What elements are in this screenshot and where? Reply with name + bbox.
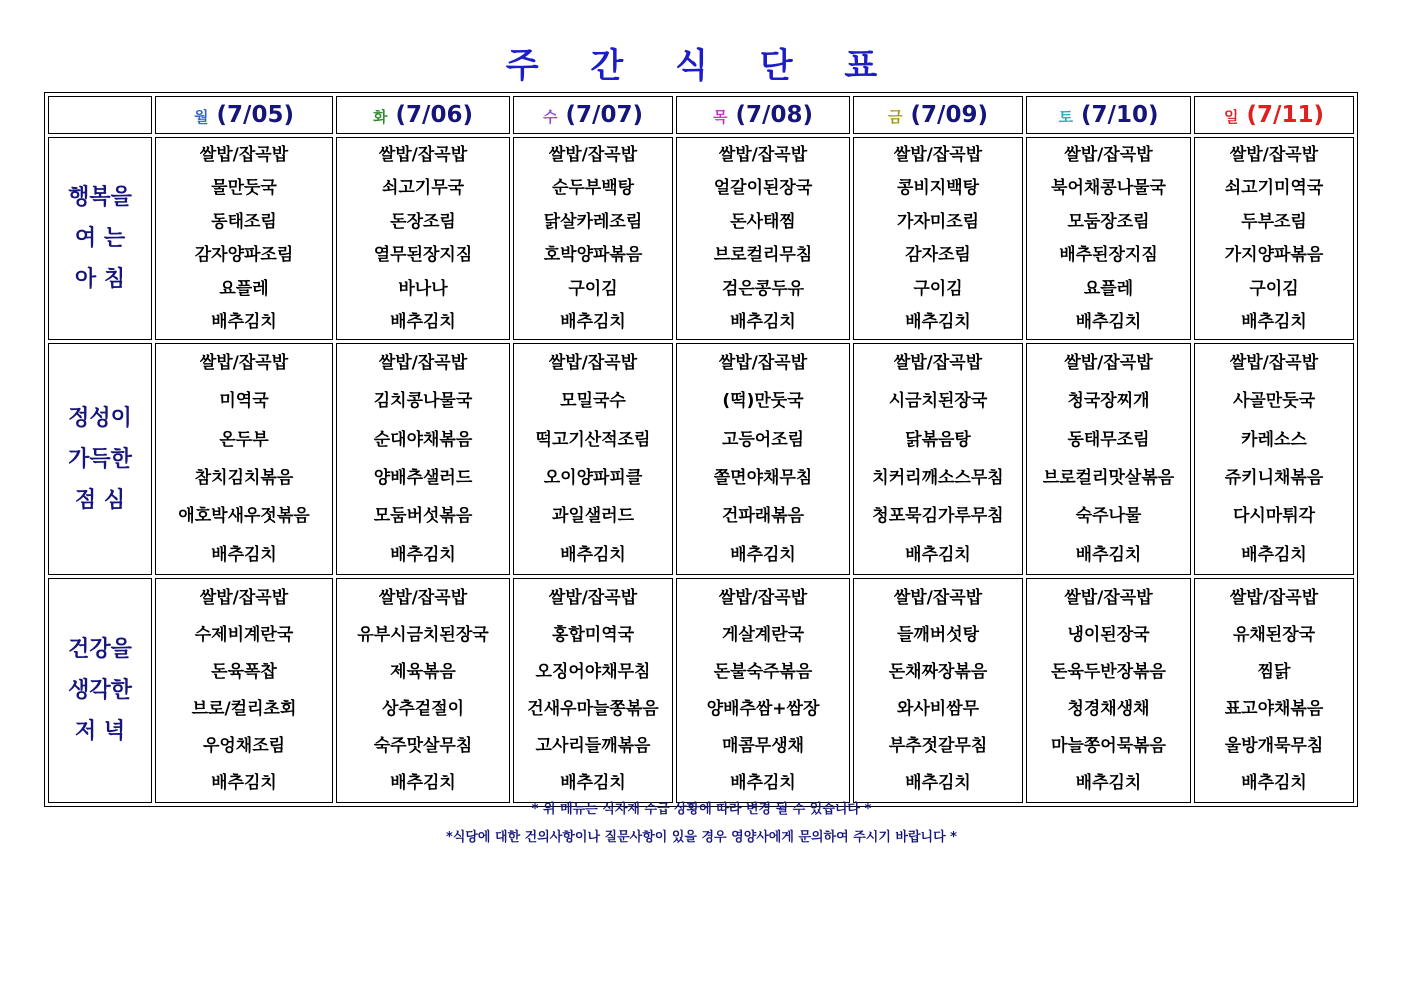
menu-item: (떡)만둣국 (722, 391, 804, 412)
menu-item: 북어채콩나물국 (1051, 178, 1166, 199)
menu-item: 쌀밥/잡곡밥 (1229, 353, 1319, 374)
menu-item: 쌀밥/잡곡밥 (718, 587, 808, 608)
menu-item: 브로/컬리초회 (191, 699, 297, 720)
menu-item: 다시마튀각 (1232, 506, 1316, 527)
note-contact-dietitian: *식당에 대한 건의사항이나 질문사항이 있을 경우 영양사에게 문의하여 주시기 바랍니다 * (446, 830, 957, 845)
page-title: 주 간 식 단 표 (505, 46, 898, 86)
menu-item: 배추김치 (560, 773, 626, 794)
menu-item: 배추김치 (1241, 544, 1307, 565)
menu-item: 물만둣국 (211, 178, 277, 199)
menu-cell (513, 578, 673, 803)
menu-item: 배추김치 (905, 312, 971, 333)
menu-item: 배추김치 (560, 312, 626, 333)
menu-list (1195, 579, 1353, 802)
menu-item: 표고야채볶음 (1224, 699, 1324, 720)
menu-item: 감자조림 (905, 245, 971, 266)
day-badge-icon: 목 (713, 108, 728, 126)
day-date: (7/06) (395, 102, 473, 128)
menu-item: 배추김치 (390, 544, 456, 565)
menu-cell (1194, 137, 1354, 340)
menu-item: 매콤무생채 (721, 736, 805, 757)
menu-item: 배추김치 (390, 773, 456, 794)
menu-item: 배추된장지짐 (1059, 245, 1158, 266)
meal-label-line: 행복을 (68, 185, 132, 210)
menu-item: 돈육두반장볶음 (1051, 661, 1166, 682)
menu-item: 양배추쌈+쌈장 (706, 699, 820, 720)
menu-item: 가자미조림 (896, 211, 980, 232)
menu-cell (853, 343, 1023, 575)
menu-item: 배추김치 (1075, 773, 1142, 794)
menu-item: 돈불숙주볶음 (713, 661, 813, 682)
menu-item: 온두부 (219, 429, 269, 450)
meal-label-line: 건강을 (68, 637, 132, 662)
menu-item: 쌀밥/잡곡밥 (548, 587, 638, 608)
menu-item: 동태무조림 (1067, 429, 1150, 450)
menu-item: 마늘쫑어묵볶음 (1051, 736, 1166, 757)
menu-item: 우엉채조림 (202, 736, 286, 757)
menu-item: 닭살카레조림 (543, 211, 643, 232)
menu-cell (1026, 137, 1191, 340)
menu-item: 쌀밥/잡곡밥 (1229, 587, 1319, 608)
menu-list (1195, 138, 1353, 339)
menu-item: 요플레 (219, 278, 269, 299)
menu-item: 냉이된장국 (1067, 624, 1150, 645)
menu-item: 미역국 (219, 391, 269, 412)
meal-label-line: 점 심 (74, 487, 126, 513)
menu-list (854, 579, 1022, 802)
menu-item: 쌀밥/잡곡밥 (893, 587, 983, 608)
meal-row (48, 343, 1354, 575)
menu-item: 건파래볶음 (721, 506, 805, 527)
menu-item: 쫄면야채무침 (713, 468, 813, 489)
menu-item: 배추김치 (905, 544, 971, 565)
menu-cell (853, 137, 1023, 340)
menu-cell (1026, 578, 1191, 803)
menu-item: 순대야채볶음 (373, 429, 473, 450)
day-badge-icon: 화 (373, 108, 388, 126)
menu-item: 배추김치 (560, 544, 626, 565)
meal-label-line: 아 침 (74, 267, 126, 292)
day-header (155, 96, 333, 134)
menu-item: 사골만둣국 (1232, 391, 1316, 412)
menu-item: 돈장조림 (390, 211, 456, 232)
day-header (513, 96, 673, 134)
day-badge-icon: 일 (1224, 108, 1239, 126)
menu-item: 부추젓갈무침 (888, 736, 988, 757)
day-header (336, 96, 510, 134)
day-date: (7/10) (1081, 102, 1159, 128)
menu-item: 상추겉절이 (381, 699, 465, 720)
menu-item: 모밀국수 (560, 391, 626, 412)
menu-item: 쌀밥/잡곡밥 (1064, 353, 1153, 374)
menu-item: 쌀밥/잡곡밥 (548, 353, 638, 374)
menu-item: 제육볶음 (390, 661, 456, 682)
menu-item: 동태조림 (211, 211, 277, 232)
menu-item: 들깨버섯탕 (896, 624, 980, 645)
menu-item: 쌀밥/잡곡밥 (199, 587, 289, 608)
menu-item: 배추김치 (390, 312, 456, 333)
menu-item: 돈육폭찹 (211, 661, 277, 682)
meal-label-line: 정성이 (68, 405, 132, 431)
day-date: (7/07) (565, 102, 643, 128)
menu-list (677, 344, 849, 574)
day-header (1026, 96, 1191, 134)
menu-item: 얼갈이된장국 (713, 178, 813, 199)
menu-item: 모둠버섯볶음 (373, 506, 473, 527)
menu-item: 호박양파볶음 (543, 245, 643, 266)
menu-cell (155, 578, 333, 803)
day-badge-icon: 월 (194, 108, 209, 126)
menu-item: 검은콩두유 (721, 278, 805, 299)
menu-item: 쌀밥/잡곡밥 (199, 144, 289, 165)
menu-list (677, 579, 849, 802)
menu-item: 과일샐러드 (551, 506, 635, 527)
day-header (1194, 96, 1354, 134)
menu-item: 감자양파조림 (194, 245, 294, 266)
menu-item: 청포묵김가루무침 (872, 506, 1004, 527)
menu-list (514, 579, 672, 802)
menu-cell (513, 137, 673, 340)
menu-item: 쌀밥/잡곡밥 (1229, 144, 1319, 165)
menu-item: 배추김치 (211, 544, 277, 565)
menu-item: 브로컬리맛살볶음 (1042, 468, 1175, 489)
menu-item: 찜닭 (1257, 661, 1291, 682)
menu-item: 배추김치 (905, 773, 971, 794)
note-menu-change: * 위 메뉴는 식자재 수급 상황에 따라 변경 될 수 있습니다 * (531, 802, 872, 817)
menu-item: 쌀밥/잡곡밥 (378, 353, 468, 374)
menu-item: 쌀밥/잡곡밥 (718, 144, 808, 165)
menu-cell (336, 137, 510, 340)
menu-item: 와사비쌈무 (896, 699, 980, 720)
menu-item: 쌀밥/잡곡밥 (893, 353, 983, 374)
meal-label-line: 저 녁 (74, 719, 126, 744)
menu-cell (513, 343, 673, 575)
menu-cell (676, 137, 850, 340)
menu-item: 가지양파볶음 (1224, 245, 1324, 266)
menu-list (1027, 138, 1190, 339)
meal-label-line: 생각한 (68, 678, 132, 703)
menu-item: 쌀밥/잡곡밥 (199, 353, 289, 374)
menu-item: 쇠고기무국 (381, 178, 465, 199)
menu-cell (1194, 578, 1354, 803)
day-badge-icon: 토 (1058, 108, 1074, 126)
menu-item: 수제비계란국 (194, 624, 294, 645)
menu-cell (155, 137, 333, 340)
menu-item: 쌀밥/잡곡밥 (1064, 587, 1153, 608)
menu-item: 돈사태찜 (730, 211, 796, 232)
day-date: (7/11) (1246, 102, 1324, 128)
menu-item: 요플레 (1083, 278, 1134, 299)
menu-item: 쌀밥/잡곡밥 (378, 144, 468, 165)
menu-item: 고사리들깨볶음 (535, 736, 651, 757)
meal-label-line: 가득한 (68, 446, 132, 472)
menu-item: 두부조림 (1241, 211, 1307, 232)
menu-item: 유부시금치된장국 (357, 624, 489, 645)
menu-item: 숙주맛살무침 (373, 736, 473, 757)
weekly-menu-table (44, 92, 1358, 807)
menu-item: 모둠장조림 (1067, 211, 1150, 232)
menu-list (854, 138, 1022, 339)
corner-cell (48, 96, 152, 134)
menu-list (1027, 579, 1190, 802)
menu-item: 참치김치볶음 (194, 468, 294, 489)
menu-item: 시금치된장국 (888, 391, 988, 412)
menu-item: 쌀밥/잡곡밥 (378, 587, 468, 608)
menu-item: 숙주나물 (1075, 506, 1142, 527)
menu-cell (155, 343, 333, 575)
menu-list (514, 344, 672, 574)
menu-list (337, 344, 509, 574)
menu-item: 배추김치 (1241, 773, 1307, 794)
menu-cell (336, 343, 510, 575)
menu-item: 쌀밥/잡곡밥 (893, 144, 983, 165)
menu-item: 애호박새우젓볶음 (178, 506, 310, 527)
menu-list (156, 138, 332, 339)
day-badge-icon: 수 (543, 108, 558, 126)
menu-list (337, 138, 509, 339)
day-date: (7/09) (910, 102, 988, 128)
menu-item: 홍합미역국 (551, 624, 635, 645)
day-date: (7/05) (216, 102, 294, 128)
day-header (676, 96, 850, 134)
menu-item: 떡고기산적조림 (535, 429, 651, 450)
day-header (853, 96, 1023, 134)
menu-list (1027, 344, 1190, 574)
menu-item: 구이김 (1249, 278, 1299, 299)
menu-item: 게살계란국 (721, 624, 805, 645)
menu-item: 돈채짜장볶음 (888, 661, 988, 682)
menu-item: 오징어야채무침 (535, 661, 651, 682)
menu-item: 치커리깨소스무침 (872, 468, 1004, 489)
menu-cell (336, 578, 510, 803)
day-date: (7/08) (735, 102, 813, 128)
menu-list (156, 344, 332, 574)
menu-item: 쌀밥/잡곡밥 (718, 353, 808, 374)
menu-item: 김치콩나물국 (373, 391, 473, 412)
meal-label (48, 578, 152, 803)
menu-cell (1026, 343, 1191, 575)
menu-item: 배추김치 (730, 312, 796, 333)
menu-cell (853, 578, 1023, 803)
menu-item: 고등어조림 (721, 429, 805, 450)
menu-item: 양배추샐러드 (373, 468, 473, 489)
day-header-row (48, 96, 1354, 134)
menu-item: 배추김치 (211, 773, 277, 794)
menu-item: 배추김치 (211, 312, 277, 333)
menu-item: 바나나 (398, 278, 448, 299)
menu-item: 순두부백탕 (551, 178, 635, 199)
menu-list (337, 579, 509, 802)
menu-cell (676, 343, 850, 575)
menu-item: 쌀밥/잡곡밥 (1064, 144, 1153, 165)
menu-item: 울방개묵무침 (1224, 736, 1324, 757)
menu-item: 콩비지백탕 (896, 178, 980, 199)
menu-item: 닭볶음탕 (905, 429, 971, 450)
menu-item: 배추김치 (1075, 312, 1142, 333)
menu-item: 배추김치 (730, 544, 796, 565)
menu-cell (1194, 343, 1354, 575)
meal-label-line: 여 는 (74, 226, 126, 251)
menu-list (514, 138, 672, 339)
menu-item: 청경채생채 (1067, 699, 1150, 720)
day-badge-icon: 금 (888, 108, 903, 126)
meal-label (48, 137, 152, 340)
menu-item: 배추김치 (730, 773, 796, 794)
menu-item: 구이김 (568, 278, 618, 299)
menu-item: 열무된장지짐 (373, 245, 473, 266)
menu-list (156, 579, 332, 802)
menu-item: 쌀밥/잡곡밥 (548, 144, 638, 165)
menu-item: 카레소스 (1241, 429, 1307, 450)
menu-item: 쥬키니채볶음 (1224, 468, 1324, 489)
menu-item: 배추김치 (1075, 544, 1142, 565)
menu-item: 유채된장국 (1232, 624, 1316, 645)
menu-item: 구이김 (913, 278, 963, 299)
menu-list (1195, 344, 1353, 574)
menu-cell (676, 578, 850, 803)
menu-item: 오이양파피클 (543, 468, 643, 489)
meal-row (48, 137, 1354, 340)
menu-list (854, 344, 1022, 574)
menu-item: 청국장찌개 (1067, 391, 1150, 412)
menu-item: 배추김치 (1241, 312, 1307, 333)
meal-label (48, 343, 152, 575)
menu-list (677, 138, 849, 339)
menu-item: 브로컬리무침 (713, 245, 813, 266)
menu-item: 쇠고기미역국 (1224, 178, 1324, 199)
menu-item: 건새우마늘쫑볶음 (527, 699, 659, 720)
meal-row (48, 578, 1354, 803)
